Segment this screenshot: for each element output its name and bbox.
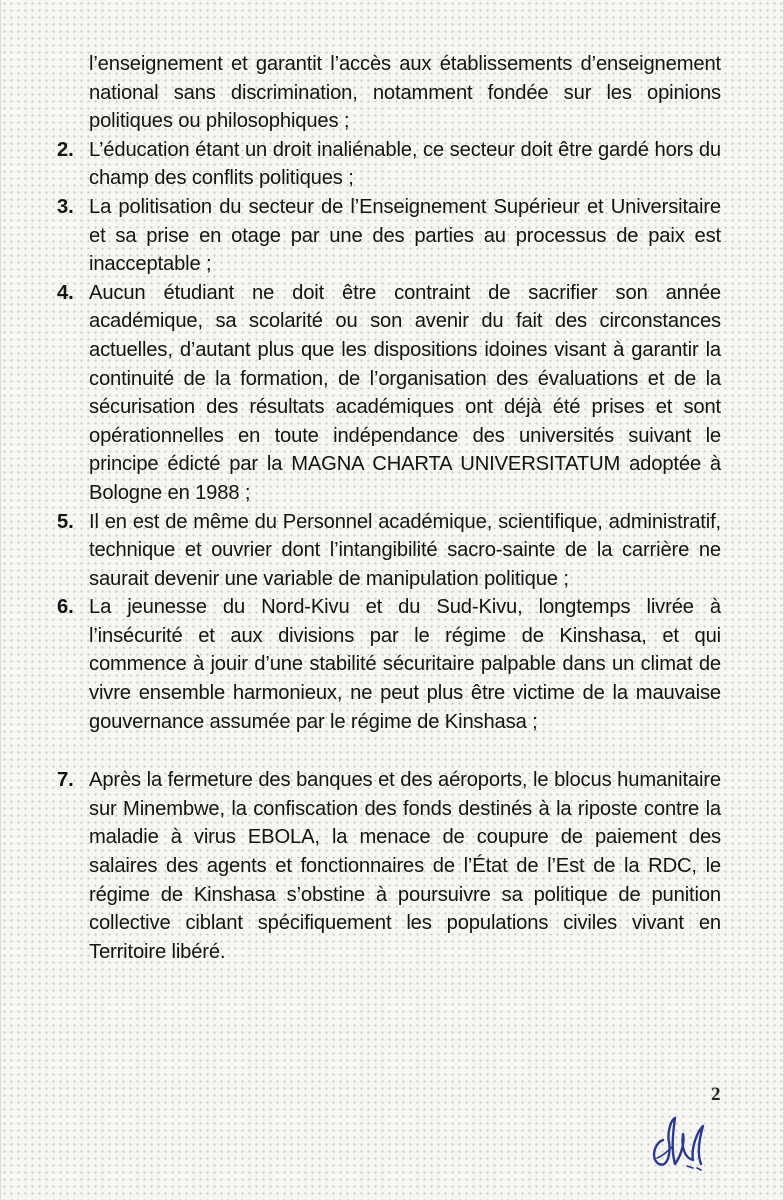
item-number: 5. — [57, 510, 74, 533]
item-text: L’éducation étant un droit inaliénable, ce secteur doit être gardé hors du champ des conflits politiques ; — [89, 138, 721, 190]
intro-paragraph: l’enseignement et garantit l’accès aux établissements d’enseignement national sans discrimination, notamment fondée sur les opinions politiques ou philosophiques ; — [89, 53, 721, 133]
item-text: Après la fermeture des banques et des aéroports, le blocus humanitaire sur Minembwe, la confiscation des fonds destinés à la riposte contre la maladie à virus EBOLA, la menace de coupure de paiement des salaires des agents et fonctionnaires de l’État de l’Est de la RDC, le régime de Kinshasa s’obstine à poursuivre sa politique de punition collective ciblant spécifiquement les populations civiles vivant en Territoire libéré. — [89, 769, 721, 963]
item-text: Il en est de même du Personnel académique, scientifique, administratif, technique et ouvrier dont l’intangibilité sacro-sainte de la carrière ne saurait devenir une variable de manipulation politique ; — [89, 510, 721, 590]
item-text: Aucun étudiant ne doit être contraint de sacrifier son année académique, sa scolarité ou son avenir du fait des circonstances actuelles, d’autant plus que les dispositions idoines visant à garantir la continuité de la formation, de l’organisation des évaluations et de la sécurisation des résultats académiques ont déjà été prises et sont opérationnelles en toute indépendance des universités suivant le principe édicté par la MAGNA CHARTA UNIVERSITATUM adoptée à Bologne en 1988 ; — [89, 281, 721, 504]
list-item-7 — [57, 766, 721, 966]
list-item-3 — [57, 193, 721, 279]
signature-mark — [641, 1098, 719, 1176]
item-text: La politisation du secteur de l’Enseignement Supérieur et Universitaire et sa prise en otage par une des parties au processus de paix est inacceptable ; — [89, 195, 721, 276]
item-number: 3. — [57, 195, 74, 218]
item-number: 4. — [57, 281, 74, 304]
item-number: 7. — [57, 769, 74, 792]
list-item-6 — [57, 593, 721, 736]
list-item-5 — [57, 508, 721, 594]
item-number: 6. — [57, 596, 74, 619]
page-number: 2 — [711, 1084, 721, 1105]
document-body — [57, 50, 721, 966]
list-item-4 — [57, 279, 721, 508]
list-item-2 — [57, 136, 721, 193]
item-text: La jeunesse du Nord-Kivu et du Sud-Kivu, longtemps livrée à l’insécurité et aux divisions par le régime de Kinshasa, et qui commence à jouir d’une stabilité sécuritaire palpable dans un climat de vivre ensemble harmonieux, ne peut plus être victime de la mauvaise gouvernance assumée par le régime de Kinshasa ; — [89, 596, 721, 733]
item-number: 2. — [57, 138, 74, 161]
